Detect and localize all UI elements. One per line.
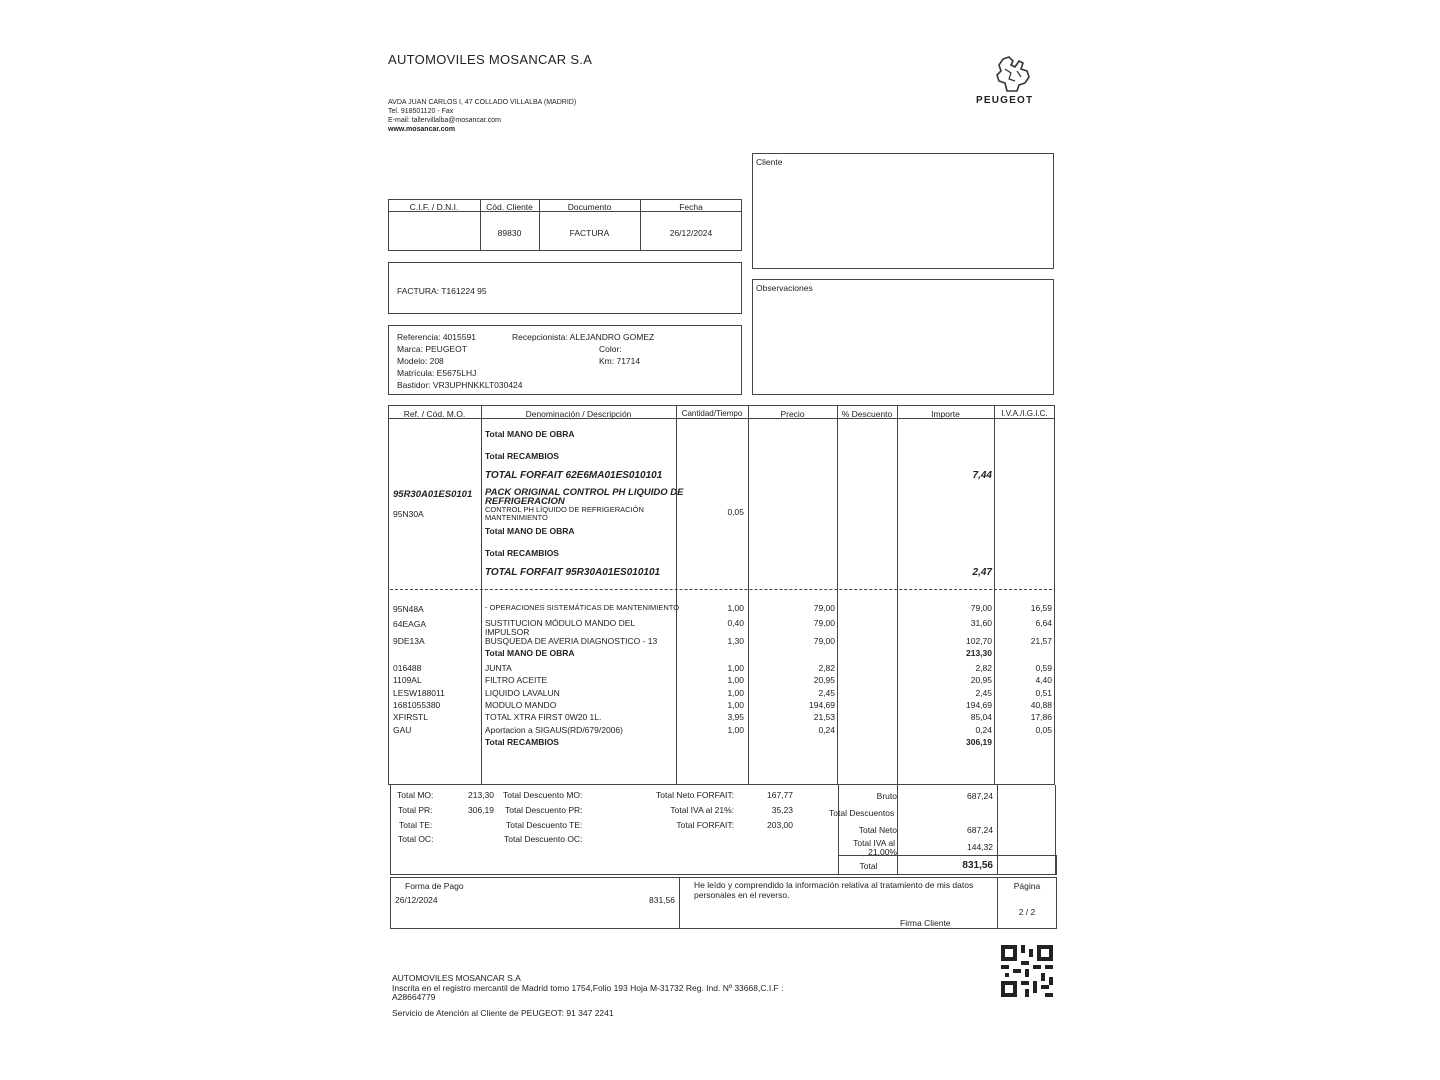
vehicle-color: Color:	[599, 344, 622, 354]
cliente-box	[752, 153, 1054, 269]
forfait1-total-mo-label: Total MANO DE OBRA	[485, 429, 575, 439]
col-header-importe: Importe	[931, 409, 960, 419]
part-amount: 2,82	[975, 663, 992, 673]
vehicle-bastidor: Bastidor: VR3UPHNKKLT030424	[397, 380, 523, 390]
neto-forfait-label: Total Neto FORFAIT:	[656, 790, 734, 800]
footer-registry-line2: A28664779	[392, 992, 436, 1002]
part-qty: 1,00	[727, 675, 744, 685]
item-desc-line1: CONTROL PH LÍQUIDO DE REFRIGERACIÓN	[485, 505, 644, 514]
footer-registry-line1: Inscrita en el registro mercantil de Madrid tomo 1754,Folio 193 Hoja M-31732 Reg. Ind. Nº 33668,C.I.F :	[392, 983, 784, 993]
vehicle-modelo: Modelo: 208	[397, 356, 444, 366]
forfait-total-label: Total FORFAIT:	[676, 820, 734, 830]
vehicle-recepcionista: Recepcionista: ALEJANDRO GOMEZ	[512, 332, 655, 342]
neto-forfait-value: 167,77	[767, 790, 793, 800]
labor-ref: 95N48A	[393, 604, 424, 614]
total-te-label: Total TE:	[399, 820, 433, 830]
grand-total-value: 831,56	[962, 860, 993, 871]
forfait2-total-rec-label: Total RECAMBIOS	[485, 548, 559, 558]
part-ref: GAU	[393, 725, 412, 735]
company-address: AVDA JUAN CARLOS I, 47 COLLADO VILLALBA (MADRID)	[388, 99, 577, 106]
pack-desc-line2: REFRIGERACION	[485, 496, 565, 507]
col-header-cantidad: Cantidad/Tiempo	[681, 409, 743, 418]
vehicle-referencia: Referencia: 4015591	[397, 332, 476, 342]
labor-total-label: Total MANO DE OBRA	[485, 648, 575, 658]
part-iva: 17,86	[1030, 712, 1052, 722]
pagina-label: Página	[1013, 881, 1041, 891]
labor-price: 79,00	[813, 618, 835, 628]
part-qty: 1,00	[727, 688, 744, 698]
total-mo-value: 213,30	[468, 790, 494, 800]
forfait1-title: TOTAL FORFAIT 62E6MA01ES010101	[485, 470, 663, 481]
part-iva: 0,59	[1035, 663, 1052, 673]
footer-company: AUTOMOVILES MOSANCAR S.A	[392, 973, 521, 983]
part-price: 194,69	[809, 700, 835, 710]
labor-qty: 1,30	[727, 636, 744, 646]
qr-code	[1001, 945, 1053, 997]
part-desc: FILTRO ACEITE	[485, 675, 548, 685]
header-value-documento: FACTURA	[569, 228, 610, 238]
col-header-ref: Ref. / Cód. M.O.	[403, 409, 466, 419]
forfait2-amount: 2,47	[972, 567, 992, 578]
bruto-value: 687,24	[967, 791, 993, 801]
labor-desc: - OPERACIONES SISTEMÁTICAS DE MANTENIMIENTO	[485, 603, 680, 612]
col-header-iva: I.V.A./I.G.I.C.	[1001, 409, 1048, 418]
privacy-notice-line1: He leído y comprendido la información relativa al tratamiento de mis datos	[694, 880, 974, 890]
total-oc-label: Total OC:	[398, 834, 434, 844]
part-price: 2,45	[818, 688, 835, 698]
forfait2-title: TOTAL FORFAIT 95R30A01ES010101	[485, 567, 661, 578]
parts-total-label: Total RECAMBIOS	[485, 737, 559, 747]
vehicle-marca: Marca: PEUGEOT	[397, 344, 467, 354]
company-web: www.mosancar.com	[388, 126, 456, 133]
part-price: 2,82	[818, 663, 835, 673]
part-iva: 40,88	[1030, 700, 1052, 710]
labor-total: 213,30	[966, 648, 992, 658]
pack-desc-line1: PACK ORIGINAL CONTROL PH LIQUIDO DE	[485, 487, 684, 498]
footer-service-phone: Servicio de Atención al Cliente de PEUGEOT: 91 347 2241	[392, 1008, 614, 1018]
labor-amount: 79,00	[970, 603, 992, 613]
part-iva: 0,51	[1035, 688, 1052, 698]
header-value-fecha: 26/12/2024	[669, 228, 713, 238]
firma-cliente-label: Firma Cliente	[900, 918, 951, 928]
labor-price: 79,00	[813, 603, 835, 613]
forfait1-total-rec-label: Total RECAMBIOS	[485, 451, 559, 461]
bruto-label: Bruto	[876, 791, 897, 801]
brand-wordmark: PEUGEOT	[976, 95, 1034, 106]
part-desc: Aportacion a SIGAUS(RD/679/2006)	[485, 725, 623, 735]
forfait-total-value: 203,00	[767, 820, 793, 830]
labor-desc-line2: IMPULSOR	[485, 627, 530, 637]
part-qty: 1,00	[727, 700, 744, 710]
total-mo-label: Total MO:	[397, 790, 434, 800]
peugeot-lion-logo	[993, 55, 1033, 93]
descuentos-label: Total Descuentos	[829, 808, 895, 818]
part-ref: 1681055380	[393, 700, 441, 710]
iva-21-value: 35,23	[771, 805, 793, 815]
vehicle-matricula: Matrícula: E5675LHJ	[397, 368, 477, 378]
part-desc: MODULO MANDO	[485, 700, 557, 710]
iva-21-label: Total IVA al 21%:	[670, 805, 734, 815]
item-desc-line2: MANTENIMIENTO	[485, 513, 548, 522]
part-amount: 20,95	[970, 675, 992, 685]
neto-value: 687,24	[967, 825, 993, 835]
part-amount: 194,69	[966, 700, 992, 710]
parts-total: 306,19	[966, 737, 992, 747]
observaciones-label: Observaciones	[756, 283, 813, 293]
desc-mo-label: Total Descuento MO:	[503, 790, 583, 800]
company-name: AUTOMOVILES MOSANCAR S.A	[388, 52, 593, 67]
labor-desc: SUSTITUCION MÓDULO MANDO DEL	[485, 618, 636, 628]
item-ref-95n30a: 95N30A	[393, 509, 424, 519]
header-label-cif: C.I.F. / D.N.I.	[409, 202, 459, 212]
total-pr-value: 306,19	[468, 805, 494, 815]
header-label-fecha: Fecha	[679, 202, 703, 212]
labor-amount: 31,60	[970, 618, 992, 628]
col-header-precio: Precio	[780, 409, 805, 419]
pagina-value: 2 / 2	[1018, 907, 1036, 917]
forfait1-amount: 7,44	[972, 470, 992, 481]
part-price: 21,53	[813, 712, 835, 722]
part-desc: JUNTA	[485, 663, 512, 673]
part-amount: 0,24	[975, 725, 992, 735]
labor-qty: 0,40	[727, 618, 744, 628]
item-qty: 0,05	[727, 507, 744, 517]
desc-pr-label: Total Descuento PR:	[505, 805, 583, 815]
header-value-cod-cliente: 89830	[497, 228, 522, 238]
grand-total-label: Total	[859, 861, 878, 871]
labor-ref: 9DE13A	[393, 636, 425, 646]
total-pr-label: Total PR:	[398, 805, 433, 815]
labor-amount: 102,70	[966, 636, 992, 646]
header-label-documento: Documento	[567, 202, 612, 212]
part-qty: 3,95	[727, 712, 744, 722]
col-header-descuento: % Descuento	[841, 409, 893, 419]
forma-pago-label: Forma de Pago	[405, 881, 464, 891]
part-qty: 1,00	[727, 725, 744, 735]
part-price: 0,24	[818, 725, 835, 735]
factura-number: FACTURA: T161224 95	[397, 286, 487, 296]
desc-te-label: Total Descuento TE:	[506, 820, 583, 830]
part-ref: XFIRSTL	[393, 712, 428, 722]
part-desc: TOTAL XTRA FIRST 0W20 1L.	[485, 712, 602, 722]
iva-total-value: 144,32	[967, 842, 993, 852]
part-qty: 1,00	[727, 663, 744, 673]
pack-ref: 95R30A01ES0101	[393, 489, 473, 500]
labor-iva: 6,64	[1035, 618, 1052, 628]
forfait2-total-mo-label: Total MANO DE OBRA	[485, 526, 575, 536]
part-price: 20,95	[813, 675, 835, 685]
part-amount: 2,45	[975, 688, 992, 698]
observaciones-box	[752, 279, 1054, 395]
labor-iva: 21,57	[1030, 636, 1052, 646]
payment-date: 26/12/2024	[395, 895, 438, 905]
part-ref: 016488	[393, 663, 422, 673]
col-header-descripcion: Denominación / Descripción	[525, 409, 632, 419]
part-desc: LIQUIDO LAVALUN	[485, 688, 560, 698]
labor-iva: 16,59	[1030, 603, 1052, 613]
part-ref: LESW188011	[393, 688, 445, 698]
part-amount: 85,04	[970, 712, 992, 722]
desc-oc-label: Total Descuento OC:	[504, 834, 583, 844]
forfait-separator	[390, 589, 1052, 590]
vehicle-km: Km: 71714	[599, 356, 641, 366]
labor-price: 79,00	[813, 636, 835, 646]
part-iva: 0,05	[1035, 725, 1052, 735]
labor-desc: BUSQUEDA DE AVERIA DIAGNOSTICO - 13	[485, 636, 658, 646]
iva-total-rate: 21,00%	[868, 847, 897, 857]
cliente-label: Cliente	[756, 157, 783, 167]
header-label-cod-cliente: Cód. Cliente	[486, 202, 533, 212]
iva-total-label: Total IVA al	[853, 838, 895, 848]
labor-ref: 64EAGA	[393, 619, 427, 629]
company-email: E-mail: tallervillalba@mosancar.com	[388, 117, 501, 124]
payment-amount: 831,56	[649, 895, 675, 905]
part-ref: 1109AL	[393, 675, 422, 685]
part-iva: 4,40	[1035, 675, 1052, 685]
privacy-notice-line2: personales en el reverso.	[694, 890, 790, 900]
labor-qty: 1,00	[727, 603, 744, 613]
company-phone: Tel. 918501120 - Fax	[388, 108, 454, 115]
neto-label: Total Neto	[858, 825, 897, 835]
